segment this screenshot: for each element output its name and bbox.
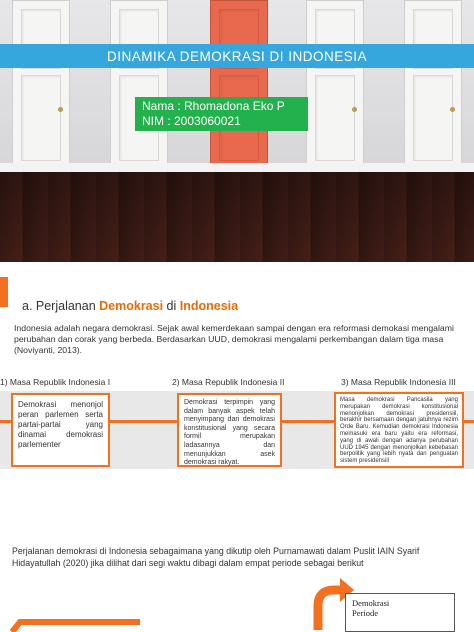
period-box (345, 593, 455, 632)
title-banner (0, 44, 474, 68)
author-box (135, 97, 308, 131)
title-slide (0, 0, 474, 262)
period-label-3: 3) Masa Republik Indonesia III (341, 377, 456, 387)
period-box-line1: Demokrasi (352, 598, 390, 608)
door-image (110, 0, 168, 165)
accent-bar (0, 277, 8, 307)
author-nim: NIM : 2003060021 (142, 114, 241, 128)
orange-door-image (210, 0, 268, 165)
period-card-1: Demokrasi menonjol peran parlemen serta partai-partai yang dinamai demokrasi parlementer (11, 393, 110, 467)
period-label-2: 2) Masa Republik Indonesia II (172, 377, 285, 387)
slide-title: DINAMIKA DEMOKRASI DI INDONESIA (106, 48, 368, 64)
door-image (306, 0, 364, 165)
door-image (404, 0, 462, 165)
intro-paragraph: Indonesia adalah negara demokrasi. Sejak awal kemerdekaan sampai dengan era reformasi demokasi mengalami perubahan dan corak yang berbeda. Berdasarkan UUD, demokrasi mengalami perkembangan dalam tiga masa (Noviyanti, 2013). (14, 323, 454, 355)
content-slide (0, 272, 474, 632)
period-card-2: Demokrasi terpimpin yang dalam banyak aspek telah menyimpang dari demokrasi konstitusional yang secara formil merupakan ladasannya dan menunjukkan asek demokrasi rakyat. (177, 393, 282, 467)
period-box-line2: Periode (352, 608, 378, 618)
section-heading: a. Perjalanan Demokrasi di Indonesia (22, 299, 239, 313)
chevron-arrow-icon (0, 616, 150, 632)
author-name: Nama : Rhomadona Eko P (142, 99, 285, 113)
summary-paragraph: Perjalanan demokrasi di Indonesia sebagaimana yang dikutip oleh Purnamawati dalam Puslit IAIN Syarif Hidayatullah (2020) jika dilihat dari segi waktu dibagi dalam empat periode sebagai berikut (12, 546, 420, 568)
period-label-1: 1) Masa Republik Indonesia I (0, 377, 111, 387)
door-image (12, 0, 70, 165)
period-card-3: Masa demokrasi Pancasila yang merupakan demokrasi konstitusional menonjolkan demokrasi presidensiil, berakhir bersamaan dengan jatuhnya rezim Orde Baru. Kemudian demokrasi Indonesia memasuki era baru yaitu era reformasi, yang di awali dengan adanya perubahan UUD 1945 dengan menonjolkan kebebasan berpolitik yang lebih nyata dan penguatan sistem presidensiil (334, 392, 464, 468)
